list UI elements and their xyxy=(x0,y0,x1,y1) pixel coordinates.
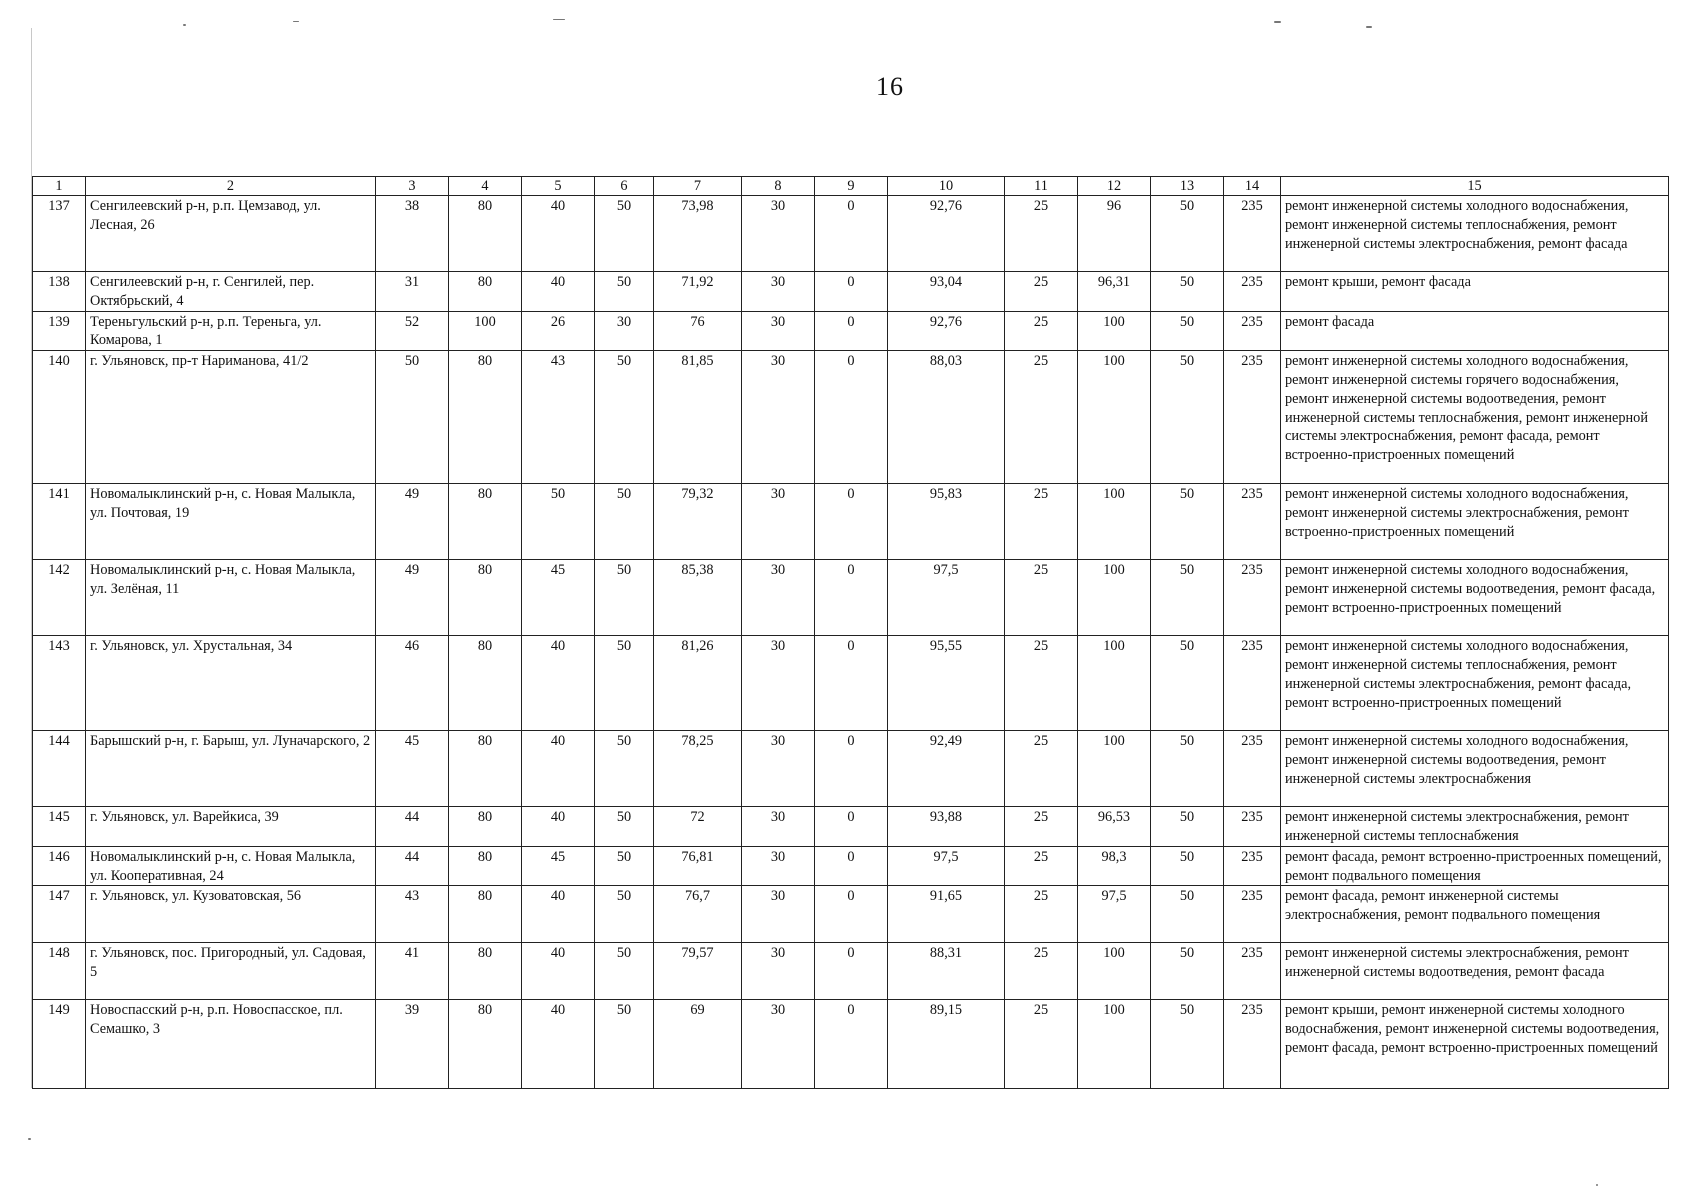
repair-works-cell: ремонт инженерной системы холодного водоснабжения, ремонт инженерной системы теплоснабжения, ремонт инженерной системы электроснабжения, ремонт фасада xyxy=(1281,196,1669,272)
value-cell: 92,49 xyxy=(888,731,1005,807)
table-row xyxy=(33,484,1669,560)
value-cell: 96,31 xyxy=(1078,272,1151,312)
value-cell: 50 xyxy=(595,196,654,272)
repair-works-cell: ремонт фасада xyxy=(1281,311,1669,351)
value-cell: 50 xyxy=(1151,272,1224,312)
column-header-9: 9 xyxy=(815,177,888,196)
value-cell: 0 xyxy=(815,272,888,312)
value-cell: 0 xyxy=(815,484,888,560)
value-cell: 88,03 xyxy=(888,351,1005,484)
value-cell: 30 xyxy=(742,1000,815,1089)
value-cell: 97,5 xyxy=(1078,886,1151,943)
value-cell: 93,04 xyxy=(888,272,1005,312)
value-cell: 80 xyxy=(449,272,522,312)
table-row xyxy=(33,351,1669,484)
value-cell: 80 xyxy=(449,731,522,807)
value-cell: 30 xyxy=(742,560,815,636)
housing-repair-table xyxy=(32,176,1669,1089)
value-cell: 40 xyxy=(522,886,595,943)
value-cell: 72 xyxy=(654,807,742,847)
scan-speck xyxy=(1596,1184,1598,1186)
value-cell: 25 xyxy=(1005,886,1078,943)
row-number-cell: 144 xyxy=(33,731,86,807)
value-cell: 80 xyxy=(449,846,522,886)
value-cell: 40 xyxy=(522,807,595,847)
table-row xyxy=(33,807,1669,847)
address-cell: Новоспасский р-н, р.п. Новоспасское, пл. Семашко, 3 xyxy=(86,1000,376,1089)
value-cell: 100 xyxy=(1078,731,1151,807)
value-cell: 26 xyxy=(522,311,595,351)
value-cell: 50 xyxy=(595,351,654,484)
value-cell: 50 xyxy=(595,943,654,1000)
value-cell: 235 xyxy=(1224,1000,1281,1089)
address-cell: Новомалыклинский р-н, с. Новая Малыкла, ул. Зелёная, 11 xyxy=(86,560,376,636)
row-number-cell: 148 xyxy=(33,943,86,1000)
value-cell: 100 xyxy=(1078,636,1151,731)
value-cell: 235 xyxy=(1224,351,1281,484)
table-row xyxy=(33,311,1669,351)
column-header-2: 2 xyxy=(86,177,376,196)
value-cell: 88,31 xyxy=(888,943,1005,1000)
column-header-15: 15 xyxy=(1281,177,1669,196)
value-cell: 235 xyxy=(1224,807,1281,847)
repair-works-cell: ремонт фасада, ремонт инженерной системы электроснабжения, ремонт подвального помещения xyxy=(1281,886,1669,943)
value-cell: 80 xyxy=(449,886,522,943)
value-cell: 89,15 xyxy=(888,1000,1005,1089)
column-header-6: 6 xyxy=(595,177,654,196)
table-row xyxy=(33,846,1669,886)
value-cell: 235 xyxy=(1224,636,1281,731)
value-cell: 30 xyxy=(742,196,815,272)
value-cell: 100 xyxy=(1078,943,1151,1000)
value-cell: 30 xyxy=(742,731,815,807)
value-cell: 30 xyxy=(742,886,815,943)
value-cell: 52 xyxy=(376,311,449,351)
column-header-13: 13 xyxy=(1151,177,1224,196)
value-cell: 50 xyxy=(1151,807,1224,847)
value-cell: 235 xyxy=(1224,886,1281,943)
value-cell: 81,85 xyxy=(654,351,742,484)
value-cell: 95,83 xyxy=(888,484,1005,560)
address-cell: Сенгилеевский р-н, р.п. Цемзавод, ул. Лесная, 26 xyxy=(86,196,376,272)
address-cell: Барышский р-н, г. Барыш, ул. Луначарского, 2 xyxy=(86,731,376,807)
value-cell: 30 xyxy=(742,311,815,351)
repair-works-cell: ремонт инженерной системы холодного водоснабжения, ремонт инженерной системы водоотведения, ремонт фасада, ремонт встроенно-пристроенных помещений xyxy=(1281,560,1669,636)
value-cell: 46 xyxy=(376,636,449,731)
address-cell: Сенгилеевский р-н, г. Сенгилей, пер. Октябрьский, 4 xyxy=(86,272,376,312)
value-cell: 44 xyxy=(376,807,449,847)
value-cell: 40 xyxy=(522,731,595,807)
value-cell: 50 xyxy=(595,636,654,731)
value-cell: 0 xyxy=(815,636,888,731)
column-header-10: 10 xyxy=(888,177,1005,196)
value-cell: 30 xyxy=(595,311,654,351)
repair-works-cell: ремонт инженерной системы электроснабжения, ремонт инженерной системы теплоснабжения xyxy=(1281,807,1669,847)
value-cell: 0 xyxy=(815,943,888,1000)
value-cell: 80 xyxy=(449,484,522,560)
value-cell: 25 xyxy=(1005,1000,1078,1089)
column-header-14: 14 xyxy=(1224,177,1281,196)
value-cell: 30 xyxy=(742,351,815,484)
table-row xyxy=(33,272,1669,312)
value-cell: 40 xyxy=(522,1000,595,1089)
value-cell: 50 xyxy=(376,351,449,484)
column-header-11: 11 xyxy=(1005,177,1078,196)
value-cell: 0 xyxy=(815,886,888,943)
value-cell: 25 xyxy=(1005,311,1078,351)
value-cell: 0 xyxy=(815,1000,888,1089)
value-cell: 50 xyxy=(1151,311,1224,351)
address-cell: г. Ульяновск, ул. Хрустальная, 34 xyxy=(86,636,376,731)
value-cell: 100 xyxy=(1078,351,1151,484)
value-cell: 100 xyxy=(1078,484,1151,560)
value-cell: 235 xyxy=(1224,196,1281,272)
value-cell: 50 xyxy=(595,272,654,312)
value-cell: 50 xyxy=(1151,560,1224,636)
column-header-4: 4 xyxy=(449,177,522,196)
address-cell: г. Ульяновск, ул. Кузоватовская, 56 xyxy=(86,886,376,943)
row-number-cell: 142 xyxy=(33,560,86,636)
value-cell: 25 xyxy=(1005,846,1078,886)
row-number-cell: 147 xyxy=(33,886,86,943)
value-cell: 96 xyxy=(1078,196,1151,272)
value-cell: 31 xyxy=(376,272,449,312)
repair-works-cell: ремонт крыши, ремонт инженерной системы холодного водоснабжения, ремонт инженерной системы водоотведения, ремонт фасада, ремонт встроенно-пристроенных помещений xyxy=(1281,1000,1669,1089)
value-cell: 50 xyxy=(595,731,654,807)
value-cell: 76,7 xyxy=(654,886,742,943)
value-cell: 80 xyxy=(449,943,522,1000)
column-header-8: 8 xyxy=(742,177,815,196)
scan-speck xyxy=(28,1138,31,1140)
value-cell: 0 xyxy=(815,351,888,484)
value-cell: 25 xyxy=(1005,351,1078,484)
value-cell: 0 xyxy=(815,560,888,636)
column-header-5: 5 xyxy=(522,177,595,196)
value-cell: 100 xyxy=(1078,560,1151,636)
value-cell: 235 xyxy=(1224,943,1281,1000)
value-cell: 97,5 xyxy=(888,560,1005,636)
value-cell: 69 xyxy=(654,1000,742,1089)
value-cell: 25 xyxy=(1005,807,1078,847)
value-cell: 235 xyxy=(1224,311,1281,351)
value-cell: 45 xyxy=(522,560,595,636)
scan-speck xyxy=(1274,21,1281,23)
table-row xyxy=(33,636,1669,731)
value-cell: 39 xyxy=(376,1000,449,1089)
value-cell: 50 xyxy=(1151,846,1224,886)
value-cell: 100 xyxy=(1078,1000,1151,1089)
table-row xyxy=(33,886,1669,943)
value-cell: 45 xyxy=(376,731,449,807)
value-cell: 50 xyxy=(1151,886,1224,943)
repair-works-cell: ремонт крыши, ремонт фасада xyxy=(1281,272,1669,312)
repair-works-cell: ремонт фасада, ремонт встроенно-пристроенных помещений, ремонт подвального помещения xyxy=(1281,846,1669,886)
row-number-cell: 145 xyxy=(33,807,86,847)
repair-works-cell: ремонт инженерной системы холодного водоснабжения, ремонт инженерной системы электроснабжения, ремонт встроенно-пристроенных помещений xyxy=(1281,484,1669,560)
value-cell: 80 xyxy=(449,636,522,731)
value-cell: 50 xyxy=(1151,731,1224,807)
value-cell: 49 xyxy=(376,560,449,636)
row-number-cell: 141 xyxy=(33,484,86,560)
value-cell: 0 xyxy=(815,731,888,807)
value-cell: 95,55 xyxy=(888,636,1005,731)
repair-works-cell: ремонт инженерной системы электроснабжения, ремонт инженерной системы водоотведения, ремонт фасада xyxy=(1281,943,1669,1000)
value-cell: 30 xyxy=(742,484,815,560)
value-cell: 30 xyxy=(742,846,815,886)
column-header-7: 7 xyxy=(654,177,742,196)
value-cell: 235 xyxy=(1224,272,1281,312)
table-row xyxy=(33,943,1669,1000)
table-body xyxy=(33,196,1669,1089)
column-header-1: 1 xyxy=(33,177,86,196)
value-cell: 25 xyxy=(1005,731,1078,807)
value-cell: 45 xyxy=(522,846,595,886)
table-header-row xyxy=(33,177,1669,196)
value-cell: 50 xyxy=(1151,484,1224,560)
value-cell: 30 xyxy=(742,272,815,312)
value-cell: 80 xyxy=(449,196,522,272)
value-cell: 91,65 xyxy=(888,886,1005,943)
address-cell: г. Ульяновск, ул. Варейкиса, 39 xyxy=(86,807,376,847)
value-cell: 25 xyxy=(1005,196,1078,272)
value-cell: 81,26 xyxy=(654,636,742,731)
value-cell: 50 xyxy=(1151,943,1224,1000)
repair-works-cell: ремонт инженерной системы холодного водоснабжения, ремонт инженерной системы теплоснабжения, ремонт инженерной системы электроснабжения, ремонт фасада, ремонт встроенно-пристроенных помещений xyxy=(1281,636,1669,731)
value-cell: 0 xyxy=(815,311,888,351)
value-cell: 25 xyxy=(1005,943,1078,1000)
address-cell: г. Ульяновск, пос. Пригородный, ул. Садовая, 5 xyxy=(86,943,376,1000)
value-cell: 30 xyxy=(742,807,815,847)
value-cell: 80 xyxy=(449,560,522,636)
value-cell: 235 xyxy=(1224,846,1281,886)
table-row xyxy=(33,731,1669,807)
value-cell: 73,98 xyxy=(654,196,742,272)
value-cell: 50 xyxy=(595,846,654,886)
value-cell: 43 xyxy=(522,351,595,484)
value-cell: 50 xyxy=(595,484,654,560)
value-cell: 50 xyxy=(1151,351,1224,484)
scan-speck xyxy=(1366,26,1372,28)
value-cell: 235 xyxy=(1224,484,1281,560)
value-cell: 80 xyxy=(449,351,522,484)
value-cell: 50 xyxy=(595,886,654,943)
value-cell: 79,32 xyxy=(654,484,742,560)
value-cell: 41 xyxy=(376,943,449,1000)
table-row xyxy=(33,196,1669,272)
value-cell: 50 xyxy=(1151,636,1224,731)
value-cell: 40 xyxy=(522,272,595,312)
row-number-cell: 138 xyxy=(33,272,86,312)
value-cell: 235 xyxy=(1224,731,1281,807)
value-cell: 100 xyxy=(1078,311,1151,351)
value-cell: 25 xyxy=(1005,560,1078,636)
column-header-3: 3 xyxy=(376,177,449,196)
row-number-cell: 139 xyxy=(33,311,86,351)
address-cell: Новомалыклинский р-н, с. Новая Малыкла, ул. Кооперативная, 24 xyxy=(86,846,376,886)
value-cell: 38 xyxy=(376,196,449,272)
value-cell: 50 xyxy=(595,807,654,847)
scan-speck xyxy=(553,19,565,20)
value-cell: 50 xyxy=(522,484,595,560)
value-cell: 50 xyxy=(595,1000,654,1089)
value-cell: 96,53 xyxy=(1078,807,1151,847)
address-cell: Новомалыклинский р-н, с. Новая Малыкла, ул. Почтовая, 19 xyxy=(86,484,376,560)
scan-speck xyxy=(293,21,299,22)
value-cell: 25 xyxy=(1005,636,1078,731)
value-cell: 0 xyxy=(815,196,888,272)
value-cell: 40 xyxy=(522,943,595,1000)
value-cell: 76 xyxy=(654,311,742,351)
value-cell: 98,3 xyxy=(1078,846,1151,886)
row-number-cell: 146 xyxy=(33,846,86,886)
table-row xyxy=(33,560,1669,636)
address-cell: г. Ульяновск, пр-т Нариманова, 41/2 xyxy=(86,351,376,484)
value-cell: 50 xyxy=(1151,1000,1224,1089)
value-cell: 30 xyxy=(742,943,815,1000)
value-cell: 85,38 xyxy=(654,560,742,636)
value-cell: 79,57 xyxy=(654,943,742,1000)
value-cell: 93,88 xyxy=(888,807,1005,847)
value-cell: 43 xyxy=(376,886,449,943)
row-number-cell: 143 xyxy=(33,636,86,731)
value-cell: 100 xyxy=(449,311,522,351)
address-cell: Тереньгульский р-н, р.п. Тереньга, ул. Комарова, 1 xyxy=(86,311,376,351)
value-cell: 97,5 xyxy=(888,846,1005,886)
value-cell: 71,92 xyxy=(654,272,742,312)
column-header-12: 12 xyxy=(1078,177,1151,196)
value-cell: 80 xyxy=(449,1000,522,1089)
value-cell: 76,81 xyxy=(654,846,742,886)
scan-speck xyxy=(183,24,186,26)
value-cell: 44 xyxy=(376,846,449,886)
repair-works-cell: ремонт инженерной системы холодного водоснабжения, ремонт инженерной системы водоотведения, ремонт инженерной системы электроснабжения xyxy=(1281,731,1669,807)
page-number: 16 xyxy=(876,72,904,101)
value-cell: 78,25 xyxy=(654,731,742,807)
value-cell: 25 xyxy=(1005,484,1078,560)
value-cell: 80 xyxy=(449,807,522,847)
row-number-cell: 137 xyxy=(33,196,86,272)
value-cell: 50 xyxy=(595,560,654,636)
repair-works-cell: ремонт инженерной системы холодного водоснабжения, ремонт инженерной системы горячего водоснабжения, ремонт инженерной системы водоотведения, ремонт инженерной системы теплоснабжения, ремонт инженерной системы электроснабжения, ремонт фасада, ремонт встроенно-пристроенных помещений xyxy=(1281,351,1669,484)
row-number-cell: 140 xyxy=(33,351,86,484)
table-row xyxy=(33,1000,1669,1089)
value-cell: 92,76 xyxy=(888,311,1005,351)
value-cell: 49 xyxy=(376,484,449,560)
value-cell: 40 xyxy=(522,636,595,731)
value-cell: 0 xyxy=(815,807,888,847)
value-cell: 92,76 xyxy=(888,196,1005,272)
row-number-cell: 149 xyxy=(33,1000,86,1089)
value-cell: 235 xyxy=(1224,560,1281,636)
value-cell: 50 xyxy=(1151,196,1224,272)
value-cell: 25 xyxy=(1005,272,1078,312)
value-cell: 0 xyxy=(815,846,888,886)
value-cell: 40 xyxy=(522,196,595,272)
value-cell: 30 xyxy=(742,636,815,731)
